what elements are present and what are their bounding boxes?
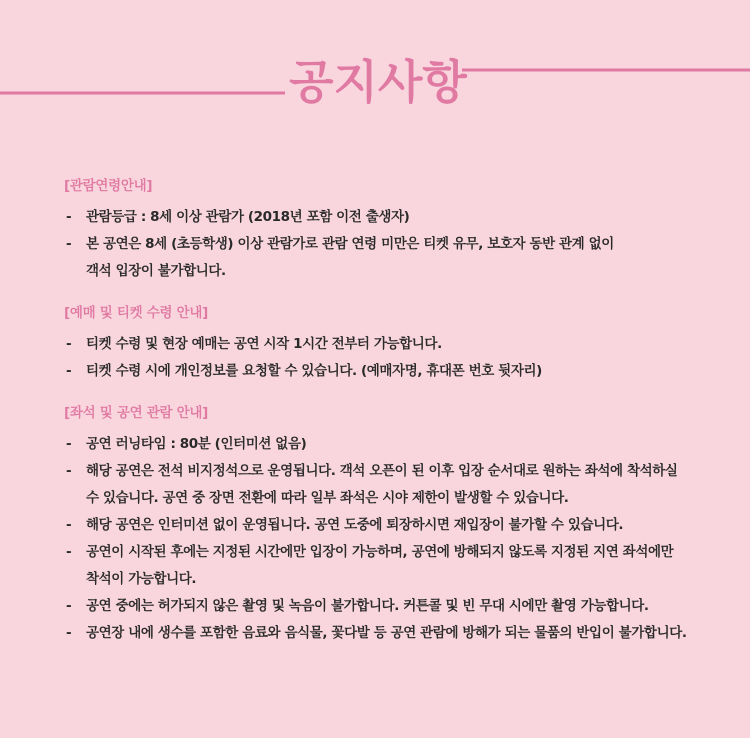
- bullet-dash: -: [66, 625, 72, 641]
- notice-item: [64, 231, 724, 285]
- notice-item: [64, 620, 724, 647]
- notice-item: [64, 204, 724, 231]
- notice-header: [0, 40, 750, 130]
- notice-item-text: 본 공연은 8세 (초등학생) 이상 관람가로 관람 연령 미만은 티켓 유무, 보호자 동반 관계 없이 객석 입장이 불가합니다.: [86, 236, 614, 279]
- notice-item: [64, 331, 724, 358]
- notice-title-graphic: [0, 40, 750, 130]
- notice-item: [64, 512, 724, 539]
- bullet-dash: -: [66, 598, 72, 614]
- notice-content: [64, 177, 724, 666]
- notice-item: [64, 358, 724, 385]
- notice-item-text: 공연장 내에 생수를 포함한 음료와 음식물, 꽃다발 등 공연 관람에 방해가 되는 물품의 반입이 불가합니다.: [86, 625, 687, 641]
- notice-item-text: 티켓 수령 시에 개인정보를 요청할 수 있습니다. (예매자명, 휴대폰 번호 뒷자리): [86, 363, 542, 379]
- bullet-dash: -: [66, 363, 72, 379]
- notice-item-text: 공연이 시작된 후에는 지정된 시간에만 입장이 가능하며, 공연에 방해되지 않도록 지정된 지연 좌석에만 착석이 가능합니다.: [86, 544, 674, 587]
- notice-title: 공지사항: [289, 55, 467, 109]
- notice-item: [64, 431, 724, 458]
- notice-item-text: 해당 공연은 인터미션 없이 운영됩니다. 공연 도중에 퇴장하시면 재입장이 불가할 수 있습니다.: [86, 517, 624, 533]
- notice-section: [64, 304, 724, 385]
- bullet-dash: -: [66, 436, 72, 452]
- bullet-dash: -: [66, 517, 72, 533]
- bullet-dash: -: [66, 209, 72, 225]
- section-title: [좌석 및 공연 관람 안내]: [64, 405, 209, 421]
- notice-section: [64, 404, 724, 647]
- notice-item-text: 공연 중에는 허가되지 않은 촬영 및 녹음이 불가합니다. 커튼콜 및 빈 무대 시에만 촬영 가능합니다.: [86, 598, 649, 614]
- notice-item: [64, 539, 724, 593]
- bullet-dash: -: [66, 336, 72, 352]
- notice-item-text: 관람등급 : 8세 이상 관람가 (2018년 포함 이전 출생자): [86, 209, 410, 225]
- notice-item: [64, 593, 724, 620]
- bullet-dash: -: [66, 236, 72, 252]
- bullet-dash: -: [66, 544, 72, 560]
- notice-item-text: 공연 러닝타임 : 80분 (인터미션 없음): [86, 436, 307, 452]
- notice-item-text: 해당 공연은 전석 비지정석으로 운영됩니다. 객석 오픈이 된 이후 입장 순서대로 원하는 좌석에 착석하실 수 있습니다. 공연 중 장면 전환에 따라 일부 좌석은 시야 제한이 발생할 수 있습니다.: [86, 463, 678, 506]
- section-title: [관람연령안내]: [64, 178, 153, 194]
- notice-item-text: 티켓 수령 및 현장 예매는 공연 시작 1시간 전부터 가능합니다.: [86, 336, 442, 352]
- notice-section: [64, 177, 724, 285]
- section-title: [예매 및 티켓 수령 안내]: [64, 305, 209, 321]
- notice-item: [64, 458, 724, 512]
- bullet-dash: -: [66, 463, 72, 479]
